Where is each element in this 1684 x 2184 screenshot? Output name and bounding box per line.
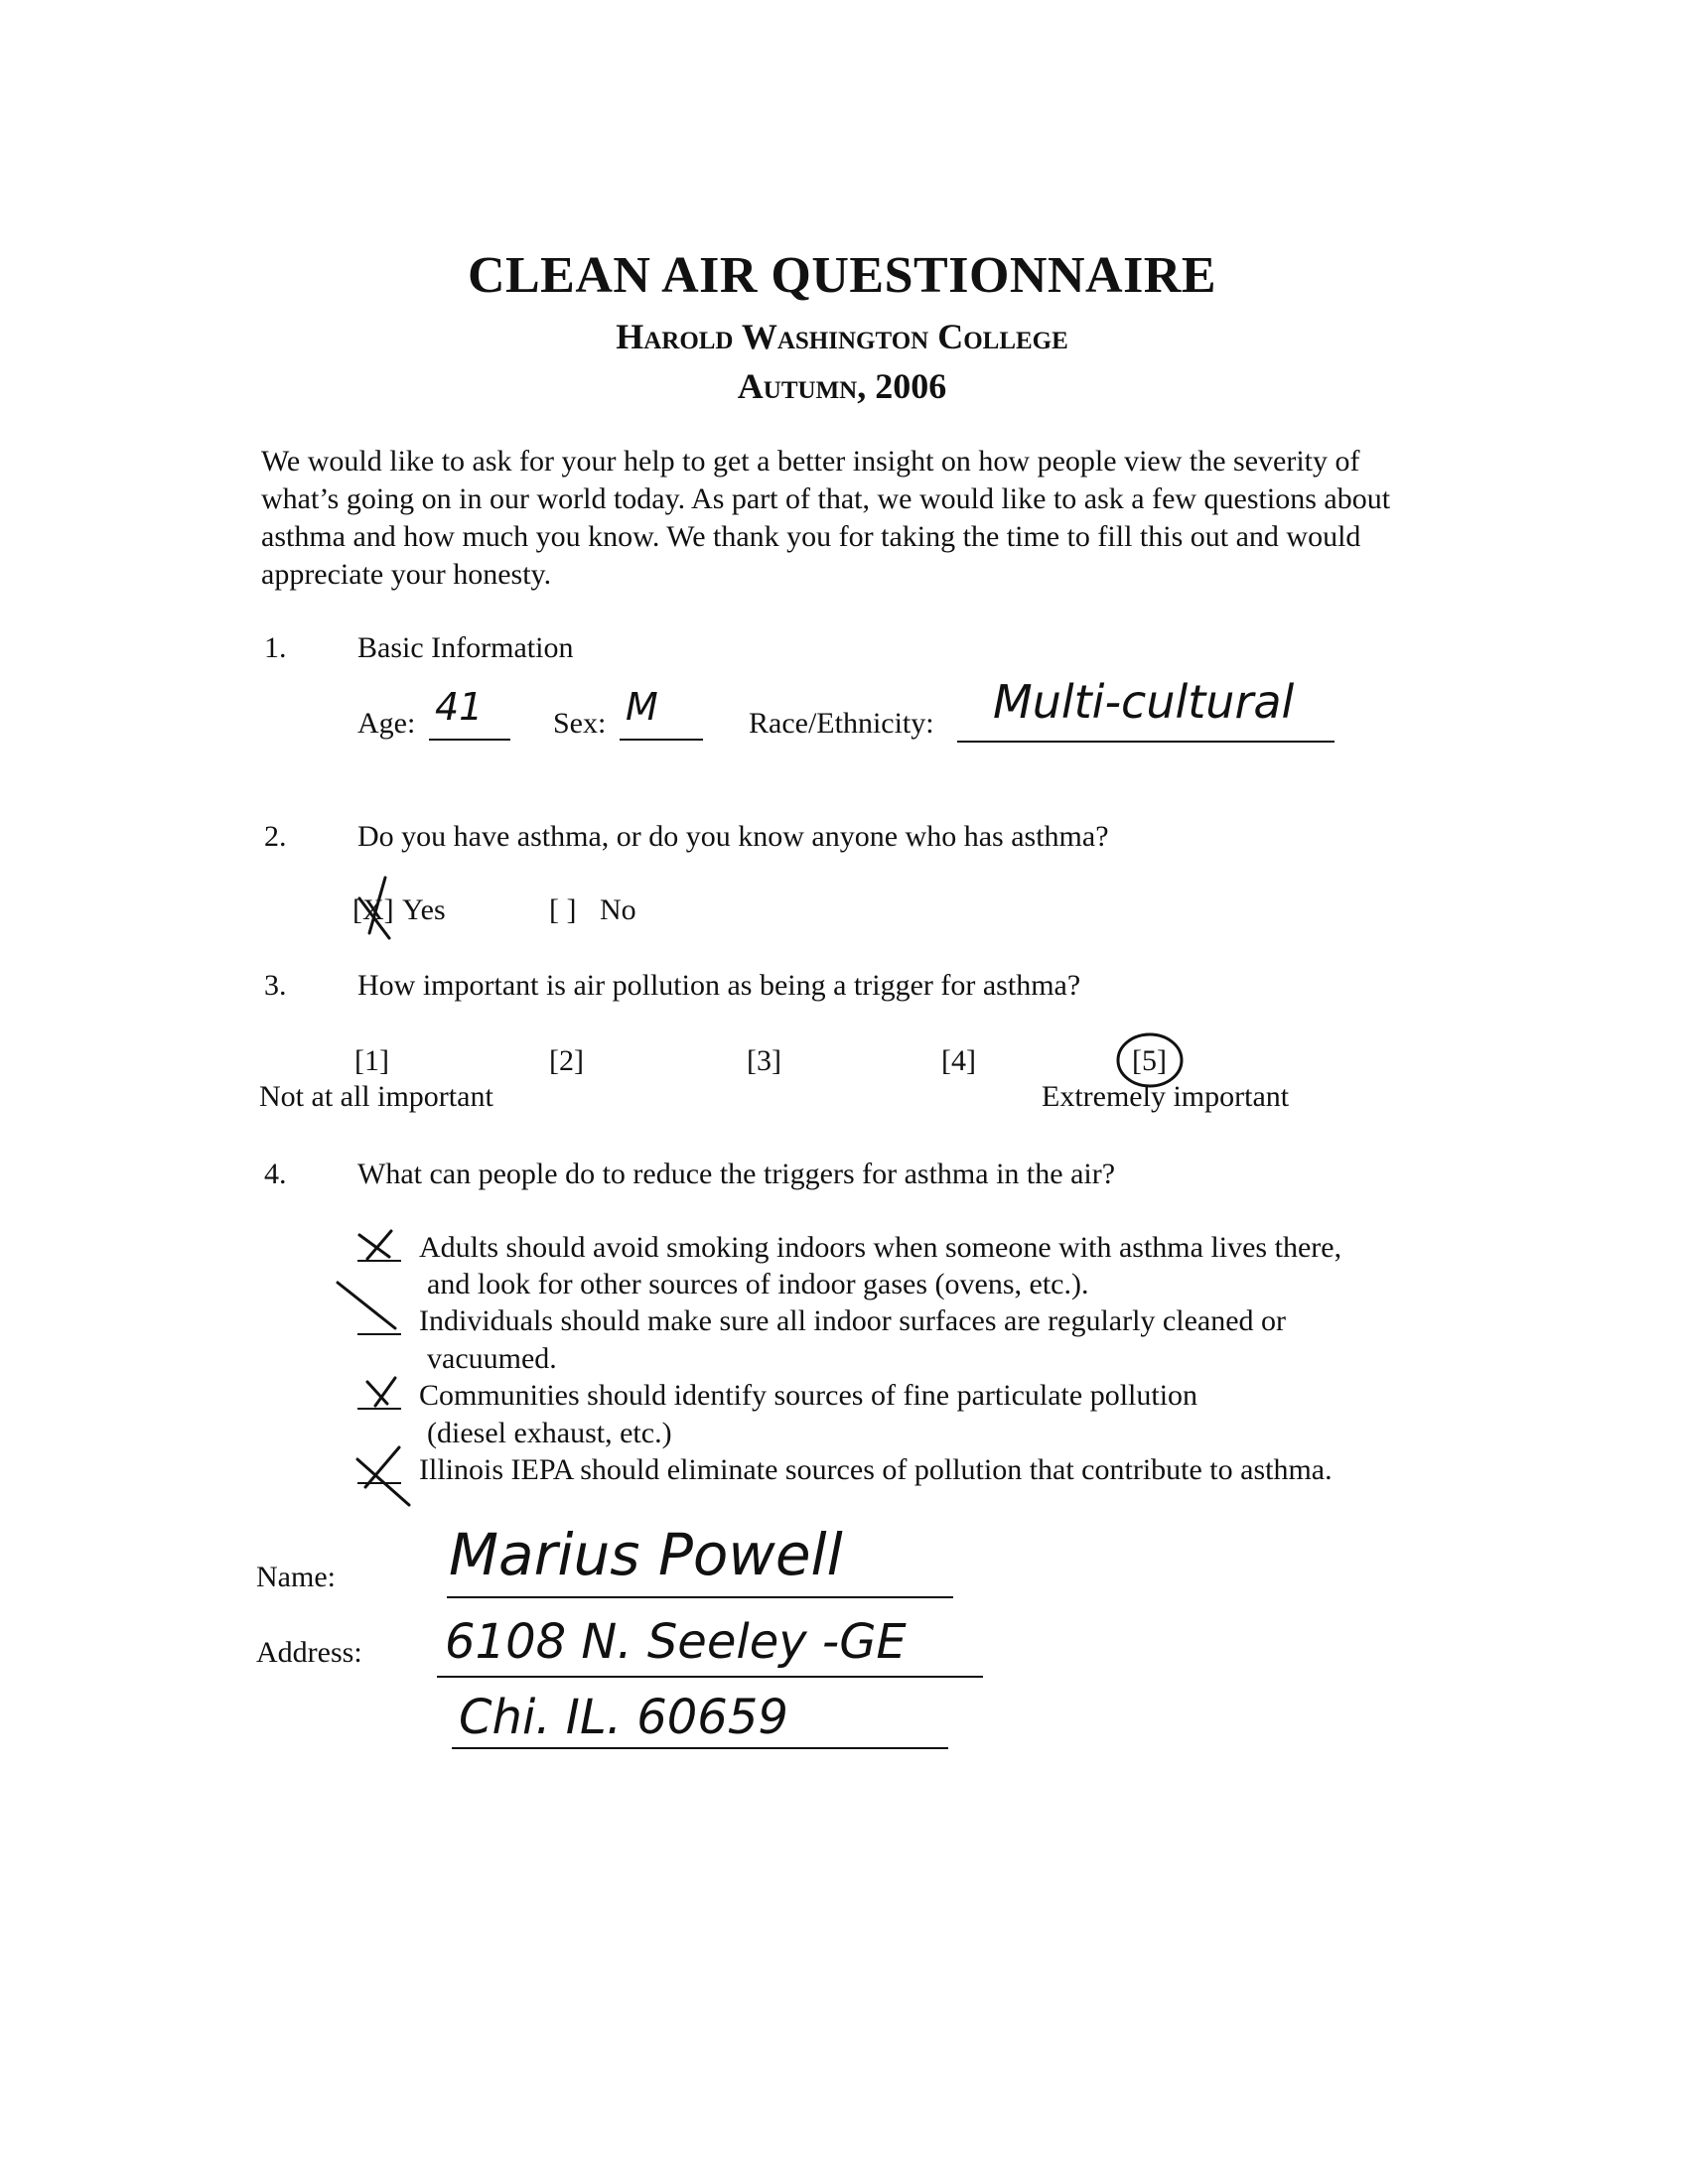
rating-option-2[interactable]: [2] (549, 1044, 584, 1077)
q2-number: 2. (264, 820, 287, 853)
rating-option-5[interactable]: [5] (1132, 1044, 1167, 1077)
rating-option-1[interactable]: [1] (354, 1044, 389, 1077)
intro-paragraph: We would like to ask for your help to get a better insight on how people view the severity of what’s going on in our world today. As part of that, we would like to ask a few questions about asthma and how much you know. We thank you for taking the time to fill this out and would appreciate your honesty. (261, 445, 1391, 591)
option-4-line-1: Illinois IEPA should eliminate sources of pollution that contribute to asthma. (419, 1453, 1333, 1486)
address-label: Address: (256, 1636, 362, 1669)
option-2-line-1: Individuals should make sure all indoor surfaces are regularly cleaned or (419, 1304, 1287, 1337)
option-2-mark (338, 1283, 395, 1328)
rating-option-4[interactable]: [4] (941, 1044, 976, 1077)
sex-value[interactable]: M (626, 685, 658, 729)
rating-low-label: Not at all important (259, 1080, 493, 1113)
name-underline (447, 1596, 953, 1598)
option-1-mark (359, 1231, 391, 1259)
q4-text: What can people do to reduce the triggers for asthma in the air? (357, 1158, 1116, 1190)
college-name: Harold Washington College (616, 317, 1068, 356)
rating-high-label: Extremely important (1042, 1080, 1290, 1113)
q3-number: 3. (264, 969, 287, 1002)
name-value[interactable]: Marius Powell (449, 1521, 843, 1588)
race-underline (957, 741, 1334, 743)
option-4-blank[interactable] (357, 1482, 401, 1484)
option-3-line-2: (diesel exhaust, etc.) (427, 1417, 672, 1449)
q1-number: 1. (264, 631, 287, 664)
age-underline (429, 739, 510, 741)
option-3-blank[interactable] (357, 1408, 401, 1410)
race-value[interactable]: Multi-cultural (993, 675, 1295, 729)
no-checkbox[interactable]: [ ] (549, 893, 577, 926)
option-3-line-1: Communities should identify sources of fine particulate pollution (419, 1379, 1198, 1412)
option-1-line-1: Adults should avoid smoking indoors when someone with asthma lives there, (419, 1231, 1342, 1264)
race-label: Race/Ethnicity: (749, 707, 934, 740)
address-underline-2 (452, 1747, 948, 1749)
age-label: Age: (357, 707, 416, 740)
term: Autumn, 2006 (737, 366, 947, 406)
option-1-blank[interactable] (357, 1260, 401, 1262)
no-label: No (600, 893, 636, 926)
sex-underline (620, 739, 703, 741)
yes-label: Yes (402, 893, 446, 926)
yes-checkbox[interactable]: [X] (352, 893, 394, 926)
address-line-2[interactable]: Chi. IL. 60659 (459, 1690, 788, 1745)
option-2-blank[interactable] (357, 1333, 401, 1335)
q3-text: How important is air pollution as being a trigger for asthma? (357, 969, 1081, 1002)
q2-text: Do you have asthma, or do you know anyone who has asthma? (357, 820, 1109, 853)
address-underline-1 (437, 1676, 983, 1678)
sex-label: Sex: (553, 707, 607, 740)
q4-number: 4. (264, 1158, 287, 1190)
option-2-line-2: vacuumed. (427, 1342, 557, 1375)
option-3-mark (367, 1378, 395, 1406)
option-1-line-2: and look for other sources of indoor gases (ovens, etc.). (427, 1268, 1089, 1300)
option-4-mark (357, 1447, 409, 1505)
name-label: Name: (256, 1561, 336, 1593)
address-line-1[interactable]: 6108 N. Seeley -GE (445, 1614, 907, 1670)
q1-text: Basic Information (357, 631, 574, 664)
age-value[interactable]: 41 (435, 685, 484, 729)
rating-option-3[interactable]: [3] (747, 1044, 781, 1077)
page-title: CLEAN AIR QUESTIONNAIRE (467, 247, 1217, 304)
